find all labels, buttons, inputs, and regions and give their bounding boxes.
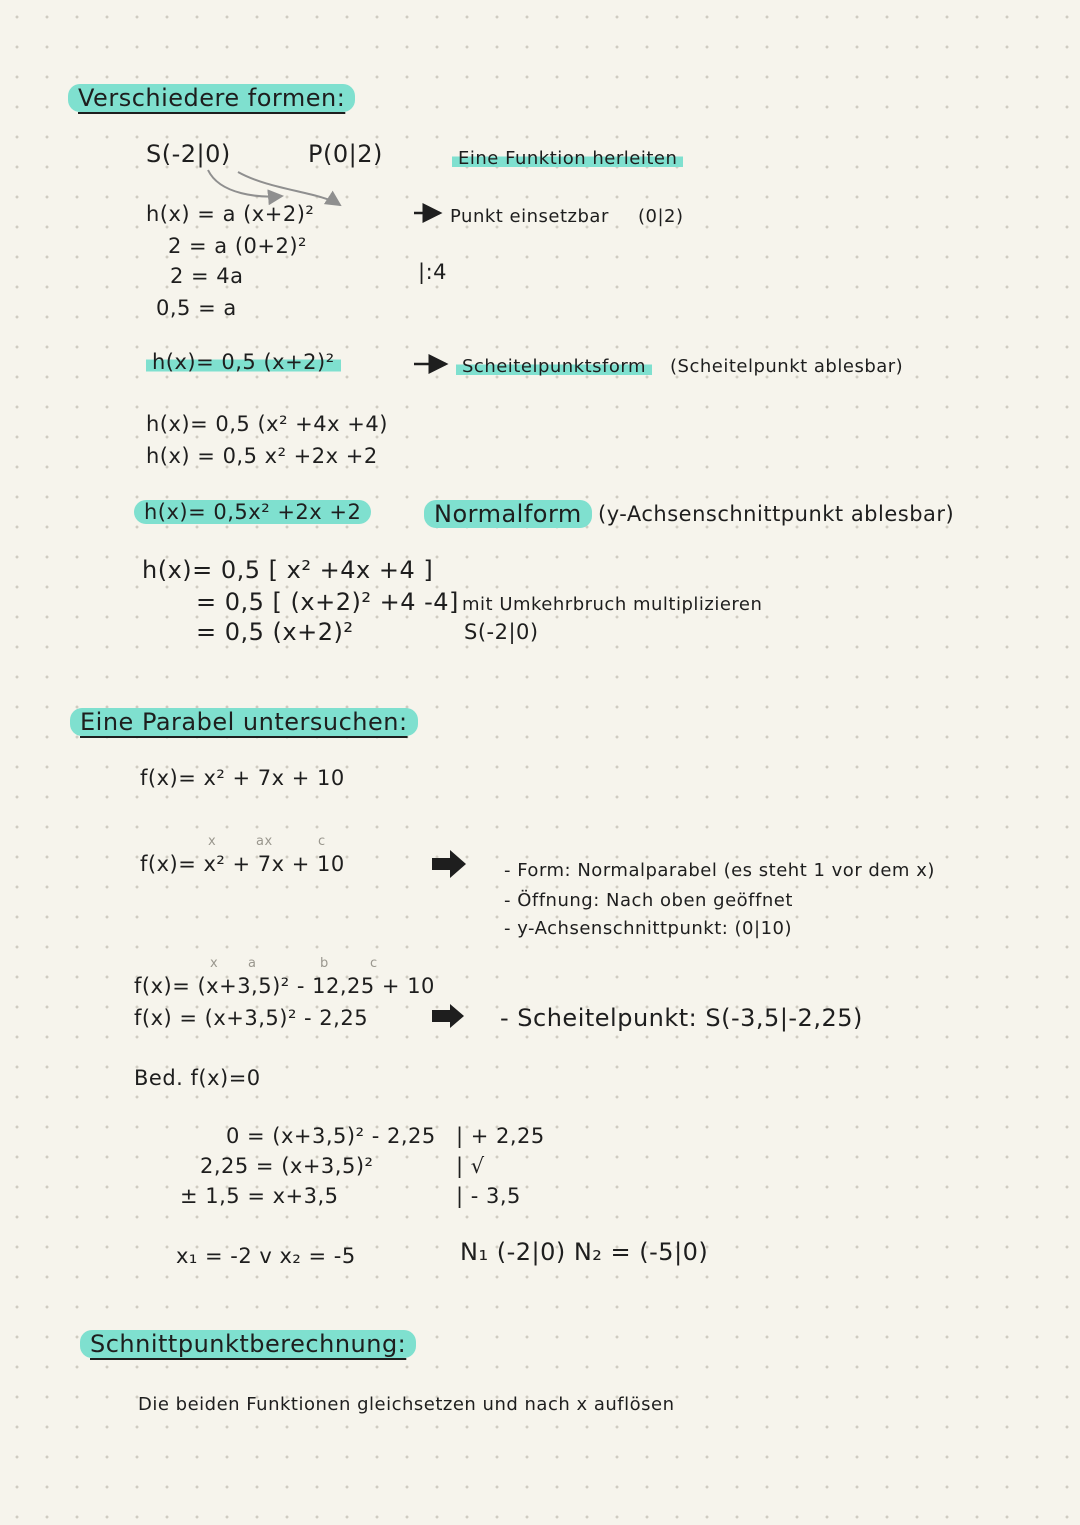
given-point: P(0|2) [308,140,383,168]
coef-label-c: c [318,834,326,849]
back-step-1: h(x)= 0,5 [ x² +4x +4 ] [142,556,434,584]
fact-form: - Form: Normalparabel (es steht 1 vor dem x) [504,860,935,881]
completing-square-1: f(x)= (x+3,5)² - 12,25 + 10 [134,974,435,998]
expand-step-1: h(x)= 0,5 (x² +4x +4) [146,412,388,436]
vertex-point: S(-2|0) [146,140,231,168]
insert-point-note: Punkt einsetzbar [450,206,609,227]
step-3: 2 = 4a [170,264,244,288]
back-step-2: = 0,5 [ (x+2)² +4 -4] [196,588,459,616]
function-definition: f(x)= x² + 7x + 10 [140,766,345,790]
coef-label-x: x [208,834,217,849]
back-step-3: = 0,5 (x+2)² [196,618,354,646]
function-annotated: f(x)= x² + 7x + 10 [140,852,345,876]
insert-point-value: (0|2) [638,206,684,227]
condition: Bed. f(x)=0 [134,1066,261,1090]
coef-label-ax: ax [256,834,273,849]
curve-arrow-1 [208,170,282,197]
reciprocal-note-point: S(-2|0) [464,620,539,644]
solve-step-2: 2,25 = (x+3,5)² [200,1154,374,1178]
sq-label-c: c [370,956,378,971]
fact-y-intercept: - y-Achsenschnittpunkt: (0|10) [504,918,792,939]
step-4: 0,5 = a [156,296,237,320]
sq-label-x: x [210,956,219,971]
expand-step-2: h(x) = 0,5 x² +2x +2 [146,444,378,468]
vertex-result: - Scheitelpunkt: S(-3,5|-2,25) [500,1004,863,1032]
solve-step-1: 0 = (x+3,5)² - 2,25 [226,1124,436,1148]
derive-function-note: Eine Funktion herleiten [452,148,683,169]
bold-arrow-2 [432,1004,464,1028]
solve-op-1: | + 2,25 [456,1124,545,1148]
step-1: h(x) = a (x+2)² [146,202,315,226]
zero-points: N₁ (-2|0) N₂ = (-5|0) [460,1238,709,1266]
normal-form-equation: h(x)= 0,5x² +2x +2 [134,500,371,524]
normal-form-label: Normalform [424,500,592,528]
vertex-form-note: (Scheitelpunkt ablesbar) [670,356,904,377]
solve-step-3: ± 1,5 = x+3,5 [180,1184,339,1208]
vertex-form-equation: h(x)= 0,5 (x+2)² [146,350,341,374]
divide-op: |:4 [418,260,448,284]
solve-op-3: | - 3,5 [456,1184,521,1208]
section-heading-parabola: Eine Parabel untersuchen: [70,708,418,736]
section-heading-intersection: Schnittpunktberechnung: [80,1330,416,1358]
vertex-form-label: Scheitelpunktsform [456,356,652,377]
normal-form-note: (y-Achsenschnittpunkt ablesbar) [598,502,955,526]
reciprocal-note: mit Umkehrbruch multiplizieren [462,594,763,615]
solve-op-2: | √ [456,1154,485,1178]
section-heading-forms: Verschiedere formen: [68,84,355,112]
sq-label-b: b [320,956,329,971]
completing-square-2: f(x) = (x+3,5)² - 2,25 [134,1006,369,1030]
curve-arrow-2 [238,172,340,205]
fact-opening: - Öffnung: Nach oben geöffnet [504,890,793,911]
step-2: 2 = a (0+2)² [168,234,307,258]
sq-label-a: a [248,956,257,971]
roots: x₁ = -2 v x₂ = -5 [176,1244,356,1268]
intersection-instruction: Die beiden Funktionen gleichsetzen und nach x auflösen [138,1394,675,1415]
bold-arrow-1 [432,850,466,878]
